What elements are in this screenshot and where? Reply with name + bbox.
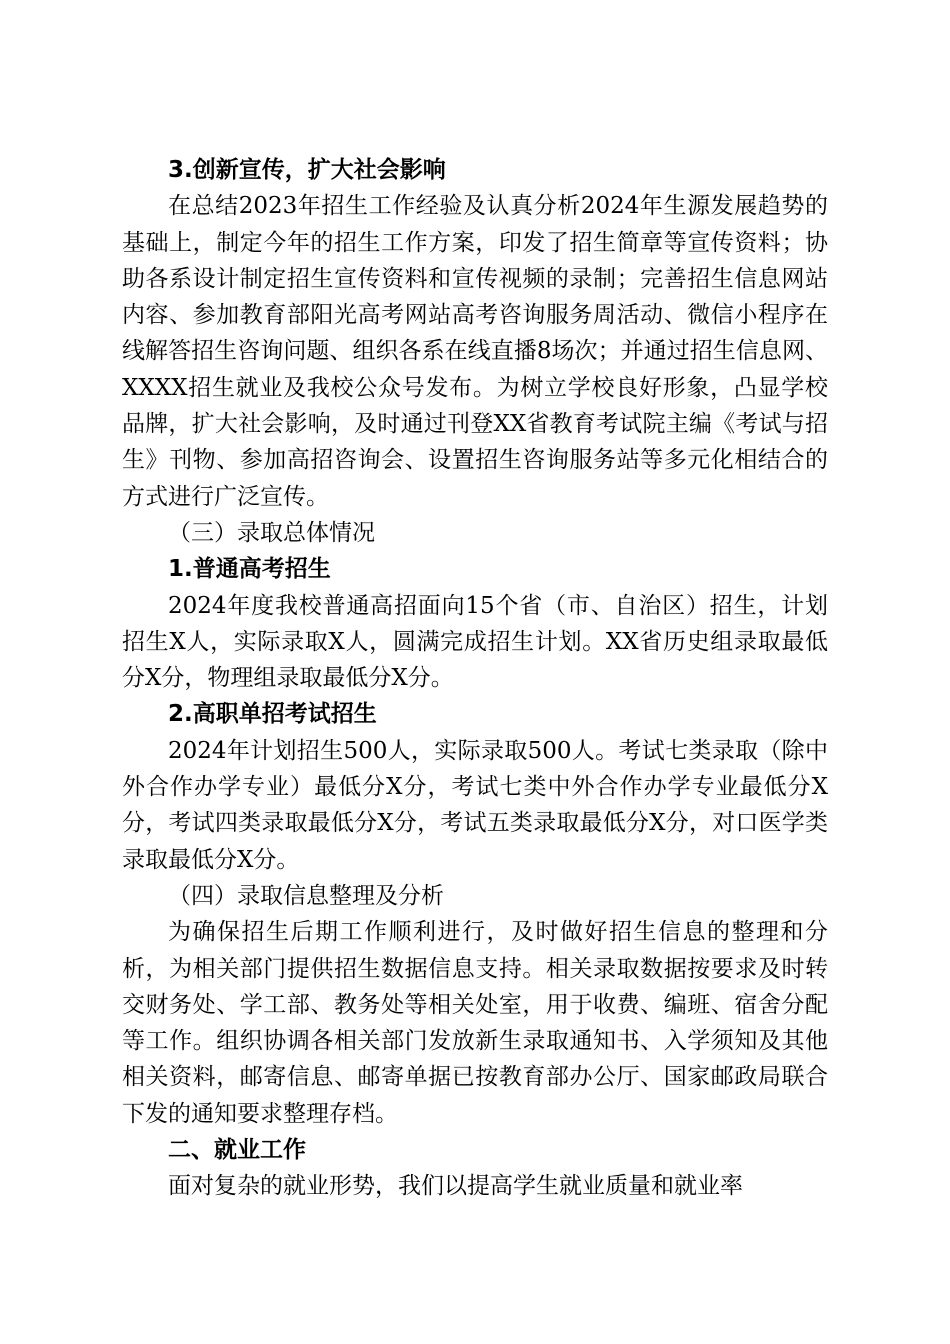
subheading-admission-info-analysis: （四）录取信息整理及分析 [168, 882, 444, 909]
section-heading-innovative-publicity: 3.创新宣传，扩大社会影响 [168, 157, 446, 183]
subheading-admission-overview: （三）录取总体情况 [168, 519, 375, 546]
section-heading-employment-work: 二、就业工作 [168, 1137, 306, 1164]
paragraph-admission-info-analysis: 为确保招生后期工作顺利进行，及时做好招生信息的整理和分析，为相关部门提供招生数据信息支持。相关录取数据按要求及时转交财务处、学工部、教务处等相关处室，用于收费、编班、宿舍分配等工作。组织协调各相关部门发放新生录取通知书、入学须知及其他相关资料，邮寄信息、邮寄单据已按教育部办公厅、国家邮政局联合下发的通知要求整理存档。 [122, 919, 828, 1127]
paragraph-vocational-admission: 2024年计划招生500人，实际录取500人。考试七类录取（除中外合作办学专业）最低分X分，考试七类中外合作办学专业最低分X分，考试四类录取最低分X分，考试五类录取最低分X分，对口医学类录取最低分X分。 [122, 737, 828, 873]
document-body [122, 152, 828, 1205]
paragraph-employment-work: 面对复杂的就业形势，我们以提高学生就业质量和就业率 [168, 1173, 743, 1200]
section-heading-general-admission: 1.普通高考招生 [168, 556, 331, 583]
section-heading-vocational-admission: 2.高职单招考试招生 [168, 701, 377, 728]
paragraph-general-admission: 2024年度我校普通高招面向15个省（市、自治区）招生，计划招生X人，实际录取X人，圆满完成招生计划。XX省历史组录取最低分X分，物理组录取最低分X分。 [122, 592, 828, 692]
paragraph-publicity: 在总结2023年招生工作经验及认真分析2024年生源发展趋势的基础上，制定今年的招生工作方案，印发了招生简章等宣传资料；协助各系设计制定招生宣传资料和宣传视频的录制；完善招生信息网站内容、参加教育部阳光高考网站高考咨询服务周活动、微信小程序在线解答招生咨询问题、组织各系在线直播8场次；并通过招生信息网、XXXX招生就业及我校公众号发布。为树立学校良好形象，凸显学校品牌，扩大社会影响，及时通过刊登XX省教育考试院主编《考试与招生》刊物、参加高招咨询会、设置招生咨询服务站等多元化相结合的方式进行广泛宣传。 [122, 193, 828, 510]
